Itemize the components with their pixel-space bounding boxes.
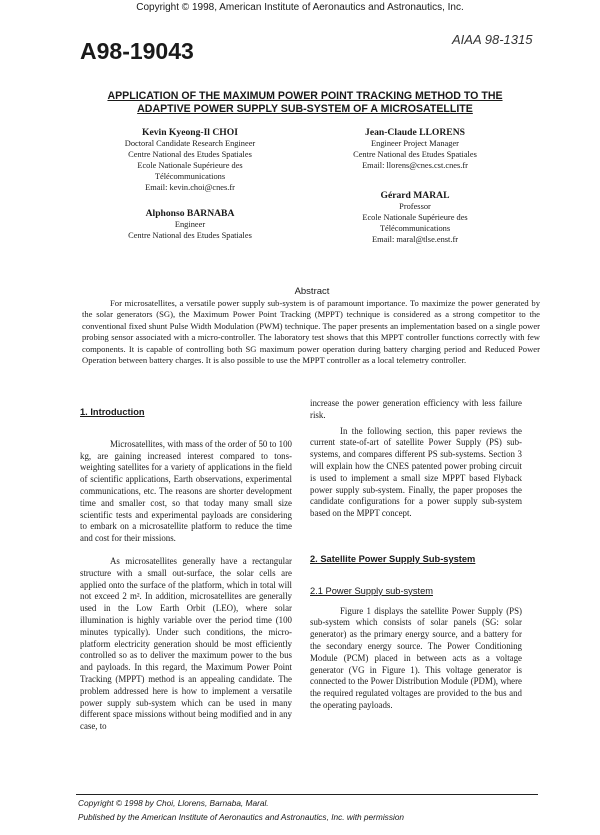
paper-title (40, 90, 570, 116)
author-email: Email: kevin.choi@cnes.fr (145, 183, 235, 192)
author-name: Gérard MARAL (380, 190, 450, 201)
author-email: Email: maral@tlse.enst.fr (371, 235, 459, 244)
abstract-heading: Abstract (294, 286, 330, 297)
section-heading-satellite-power-supply: 2. Satellite Power Supply Sub-system (310, 553, 476, 564)
left-column (80, 407, 292, 733)
paragraph: In the following section, this paper reviews the current state-of-art of satellite Power Supply (PS) sub-systems, and compares different PS sub-systems. Section 3 will explain how the CNES patented power probing circuit is used to implement a small size MPPT based Flyback power supply sub-system. Finally, the paper proposes the candidate configurations for a power supply sub-system based on the MPPT concept. (310, 425, 522, 519)
author-affiliation: Centre National des Etudes Spatiales (353, 150, 477, 159)
author-block-maral (305, 190, 525, 245)
footer-published: Published by the American Institute of Aeronautics and Astronautics, Inc. with permission (78, 812, 405, 822)
author-affiliation: Engineer Project Manager (371, 139, 459, 148)
copyright-header: Copyright © 1998, American Institute of Aeronautics and Astronautics, Inc. (136, 2, 464, 13)
author-affiliation: Ecole Nationale Supérieure des (362, 213, 468, 222)
footer-divider (76, 794, 538, 795)
author-affiliation: Professor (399, 202, 431, 211)
paragraph: Figure 1 displays the satellite Power Supply (PS) sub-system which consists of solar panels (SG: solar generator) as the primary energy source, and a battery for the secondary energy source. The Power Conditioning Module (PCM) placed in between acts as a voltage generator (VG in Figure 1). This voltage generator is connected to the Power Distribution Module (PDM), where the required regulated voltages are provided to the bus and the operating payloads. (310, 605, 522, 710)
author-affiliation: Centre National des Etudes Spatiales (128, 231, 252, 240)
title-line-2: ADAPTIVE POWER SUPPLY SUB-SYSTEM OF A MICROSATELLITE (137, 103, 473, 115)
paragraph: increase the power generation efficiency with less failure risk. (310, 398, 522, 420)
title-line-1: APPLICATION OF THE MAXIMUM POWER POINT TRACKING METHOD TO THE (107, 90, 503, 102)
author-block-barnaba (80, 208, 300, 241)
author-affiliation: Centre National des Etudes Spatiales (128, 150, 252, 159)
footer-copyright: Copyright © 1998 by Choi, Llorens, Barnaba, Maral. (78, 798, 269, 808)
subsection-heading-power-supply: 2.1 Power Supply sub-system (310, 585, 433, 596)
paragraph: As microsatellites generally have a rectangular structure with a small out-surface, the solar cells are applied onto the surface of the platform, which in total will not exceed 2 m². In addition, microsatellites are generally used in the Low Earth Orbit (LEO), where solar illumination is highly variable over the period time (100 minutes typically). Under such conditions, the micro-platform electricity generation should be most efficiently controlled so as to deliver the maximum power to the bus and payloads. In this regard, the Maximum Power Point Tracking (MPPT) method is an appealing candidate. The problem addressed here is how to implement a versatile power supply sub-system which can be used in many different space missions without being modified and in any case, to (80, 555, 292, 732)
author-affiliation: Engineer (174, 220, 206, 229)
author-block-choi (80, 127, 300, 193)
author-affiliation: Télécommunications (379, 224, 451, 233)
abstract-text: For microsatellites, a versatile power supply sub-system is of paramount importance. To maximize the power generated by the solar generators (SG), the Maximum Power Point Tracking (MPPT) technique is considered as a strong competitor to the conventional fixed shunt Pulse Width Modulation (PWM) technique. The paper presents an implementation based on a single power probing sensor associated with a micro-controller. The laboratory test shows that this MPPT controller functions correctly with few components. It is capable of controlling both SG maximum power operation during battery charging period and Reduced Power Operation between battery charges. It is also possible to use the MPPT controller as a local telemetry controller. (82, 298, 540, 366)
author-affiliation: Ecole Nationale Supérieure des (137, 161, 243, 170)
author-name: Kevin Kyeong-Il CHOI (142, 127, 238, 138)
aiaa-number-handwritten: AIAA 98-1315 (452, 32, 533, 47)
author-block-llorens (305, 127, 525, 171)
author-email: Email: llorens@cnes.cst.cnes.fr (362, 161, 468, 170)
paragraph: Microsatellites, with mass of the order of 50 to 100 kg, are gaining increased interest compared to tons-weighting satellites for a variety of applications in the field of scientific applications, Earth observations, experimental communications, etc. The reasons are shorter development time and smaller cost, so that today many small size scientific tests and experimental payloads are considering to embark on a microsatellite platform to reduce the time and cost for their missions. (80, 438, 292, 544)
document-id: A98-19043 (80, 38, 194, 64)
author-name: Alphonso BARNABA (145, 208, 235, 219)
author-name: Jean-Claude LLORENS (365, 127, 465, 138)
author-affiliation: Télécommunications (154, 172, 226, 181)
right-column (310, 398, 522, 712)
author-affiliation: Doctoral Candidate Research Engineer (124, 139, 256, 148)
section-heading-introduction: 1. Introduction (80, 407, 145, 417)
